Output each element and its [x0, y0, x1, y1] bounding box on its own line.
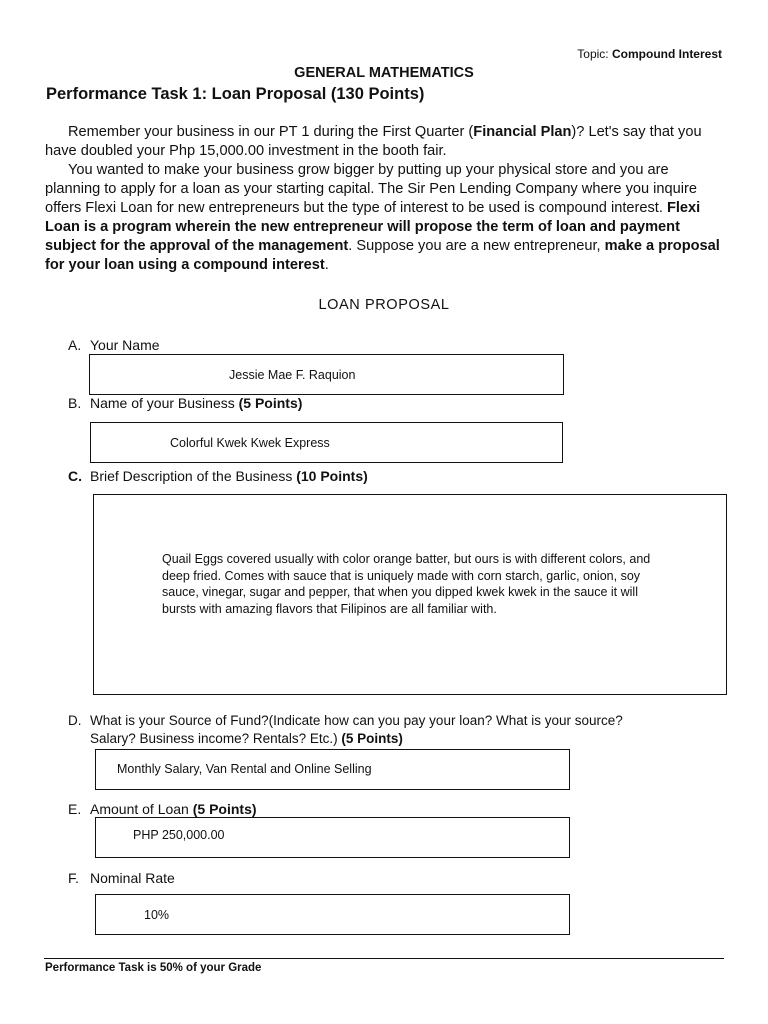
question-a-label: A. Your Name	[68, 337, 160, 353]
footer-divider	[44, 958, 724, 959]
topic-value: Compound Interest	[612, 47, 722, 61]
footer-note: Performance Task is 50% of your Grade	[45, 962, 262, 974]
answer-box-description[interactable]	[93, 494, 727, 695]
answer-description: Quail Eggs covered usually with color orange batter, but ours is with different colors, and deep fried. Comes with sauce that is uniquely made with corn starch, garlic, onion, soy sauce, vinegar, sugar and pepper, that when you dipped kwek kwek in the sauce it will bursts with amazing flavors that Filipinos are all familiar with.	[162, 552, 651, 616]
question-b-label: B. Name of your Business (5 Points)	[68, 395, 303, 411]
answer-source-of-fund: Monthly Salary, Van Rental and Online Selling	[117, 762, 372, 776]
topic-line	[577, 47, 722, 61]
intro-paragraph-2: You wanted to make your business grow bigger by putting up your physical store and you are planning to apply for a loan as your starting capital. The Sir Pen Lending Company where you inquire offers Flexi Loan for new entrepreneurs but the type of interest to be used is compound interest. Flexi Loan is a program wherein the new entrepreneur will propose the term of loan and payment subject for the approval of the management. Suppose you are a new entrepreneur, make a proposal for your loan using a compound interest.	[45, 162, 720, 273]
intro-text	[45, 123, 725, 275]
answer-box-business-name[interactable]	[90, 422, 563, 463]
section-title: LOAN PROPOSAL	[318, 297, 450, 313]
task-title: Performance Task 1: Loan Proposal (130 Points)	[46, 85, 425, 103]
answer-business-name: Colorful Kwek Kwek Express	[170, 436, 330, 450]
question-e-label: E. Amount of Loan (5 Points)	[68, 801, 257, 817]
answer-name: Jessie Mae F. Raquion	[229, 368, 356, 382]
answer-box-nominal-rate[interactable]	[95, 894, 570, 935]
answer-nominal-rate: 10%	[144, 908, 170, 922]
answer-box-source-of-fund[interactable]	[95, 749, 570, 790]
question-d-label: D. What is your Source of Fund?(Indicate how can you pay your loan? What is your source? Salary? Business income? Rentals? Etc.) (5 Points)	[68, 713, 623, 746]
answer-box-loan-amount[interactable]	[95, 817, 570, 858]
answer-loan-amount: PHP 250,000.00	[133, 828, 225, 842]
answer-box-name[interactable]	[89, 354, 564, 395]
intro-paragraph-1: Remember your business in our PT 1 during the First Quarter (Financial Plan)? Let's say that you have doubled your Php 15,000.00 investment in the booth fair.	[45, 124, 702, 159]
question-c-label: C. Brief Description of the Business (10 Points)	[68, 468, 368, 484]
question-f-label: F. Nominal Rate	[68, 870, 175, 886]
subject-heading: GENERAL MATHEMATICS	[294, 65, 474, 81]
topic-label: Topic:	[577, 47, 609, 61]
